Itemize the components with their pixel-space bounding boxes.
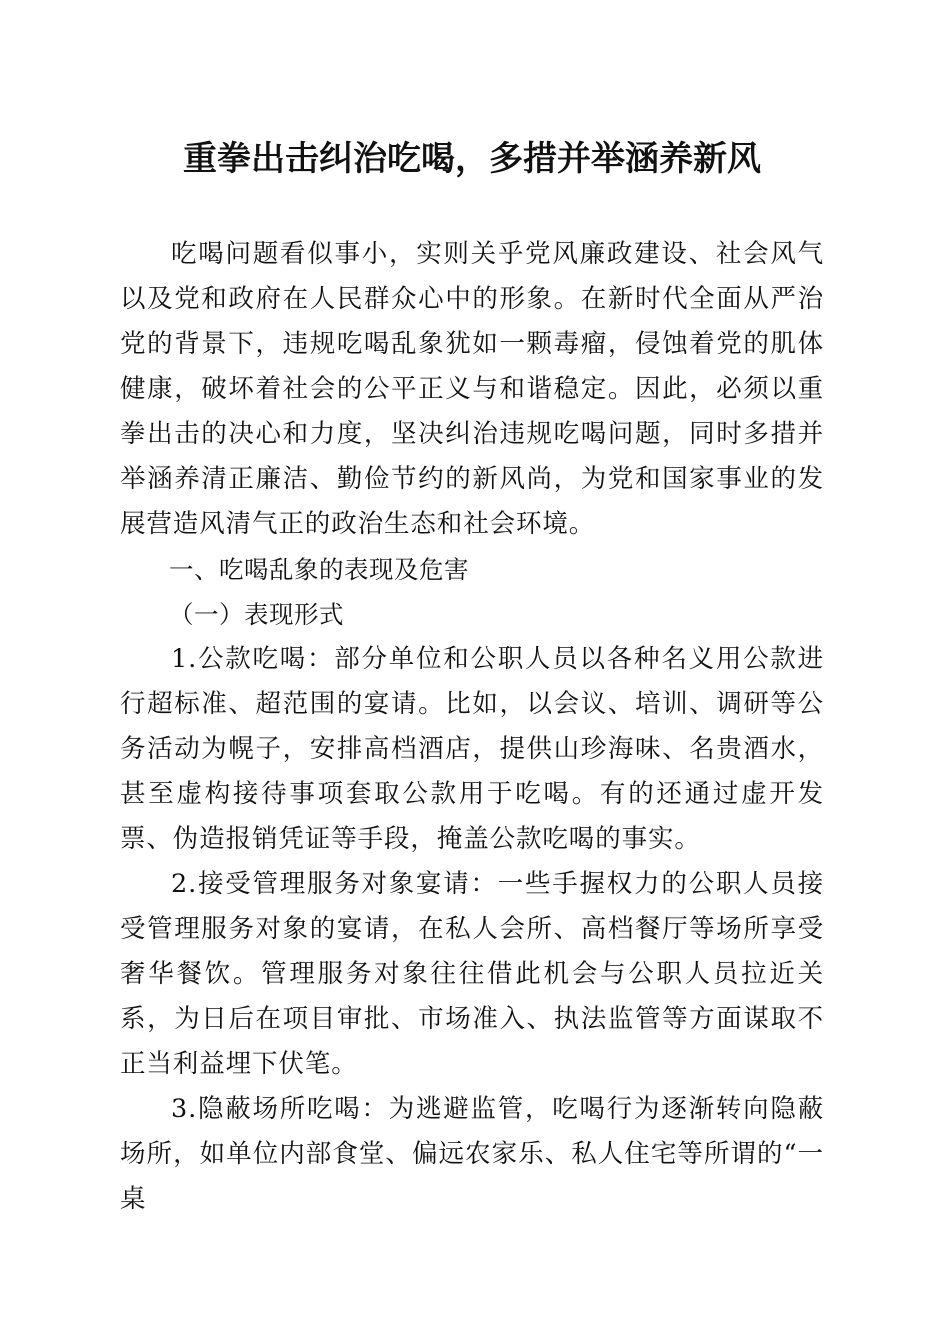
item-paragraph-1: 1.公款吃喝：部分单位和公职人员以各种名义用公款进行超标准、超范围的宴请。比如，以会议、培训、调研等公务活动为幌子，安排高档酒店，提供山珍海味、名贵酒水，甚至虚构接待事项套取公款用于吃喝。有的还通过虚开发票、伪造报销凭证等手段，掩盖公款吃喝的事实。 — [120, 644, 824, 854]
subsection-heading-1: （一）表现形式 — [169, 600, 344, 629]
document-title: 重拳出击纠治吃喝，多措并举涵养新风 — [183, 139, 761, 179]
intro-paragraph: 吃喝问题看似事小，实则关乎党风廉政建设、社会风气以及党和政府在人民群众心中的形象。在新时代全面从严治党的背景下，违规吃喝乱象犹如一颗毒瘤，侵蚀着党的肌体健康，破坏着社会的公平正义与和谐稳定。因此，必须以重拳出击的决心和力度，坚决纠治违规吃喝问题，同时多措并举涵养清正廉洁、勤俭节约的新风尚，为党和国家事业的发展营造风清气正的政治生态和社会环境。 — [120, 239, 824, 539]
item-paragraph-3: 3.隐蔽场所吃喝：为逃避监管，吃喝行为逐渐转向隐蔽场所，如单位内部食堂、偏远农家乐、私人住宅等所谓的“一桌 — [120, 1094, 824, 1214]
section-heading-1: 一、吃喝乱象的表现及危害 — [169, 555, 469, 584]
document-body — [120, 232, 824, 1222]
item-paragraph-2: 2.接受管理服务对象宴请：一些手握权力的公职人员接受管理服务对象的宴请，在私人会所、高档餐厅等场所享受奢华餐饮。管理服务对象往往借此机会与公职人员拉近关系，为日后在项目审批、市场准入、执法监管等方面谋取不正当利益埋下伏笔。 — [120, 869, 824, 1079]
